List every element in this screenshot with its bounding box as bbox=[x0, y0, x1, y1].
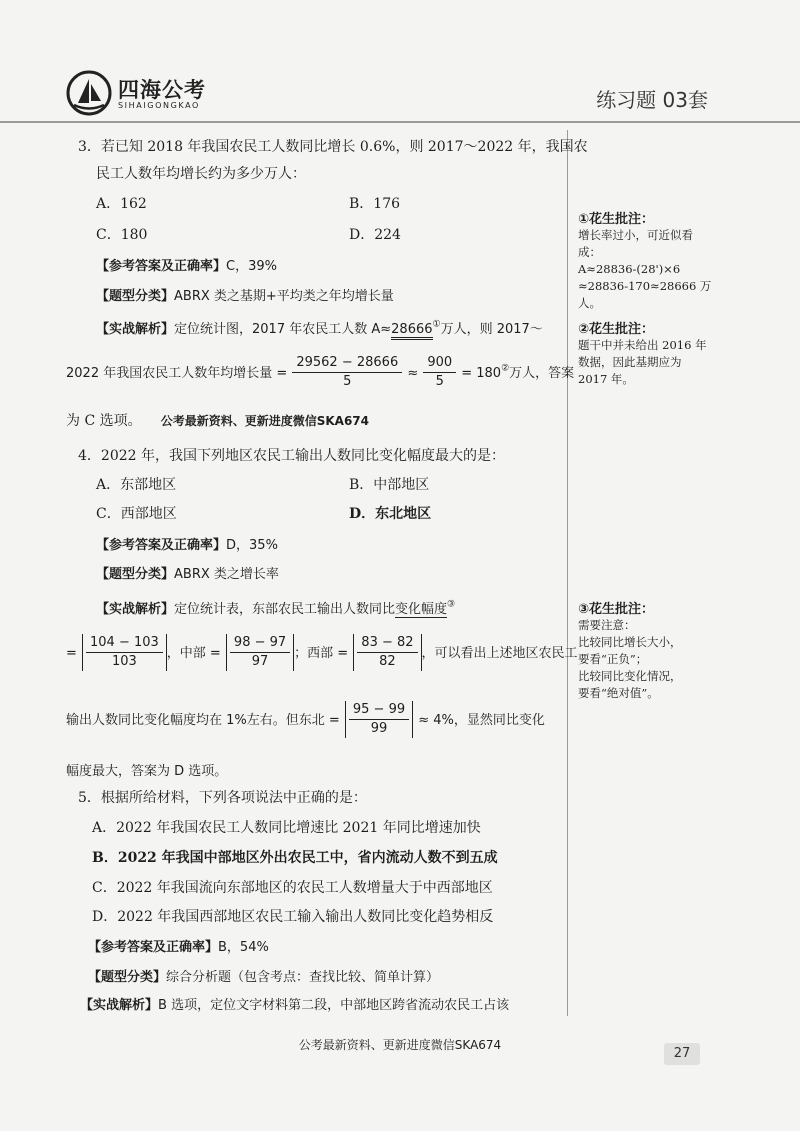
underlined-value: 28666 bbox=[391, 322, 432, 340]
page-number: 27 bbox=[664, 1043, 700, 1065]
q5-answer: 【参考答案及正确率】B，54% bbox=[88, 940, 269, 955]
q4-stem: 4．2022 年，我国下列地区农民工输出人数同比变化幅度最大的是： bbox=[78, 448, 505, 464]
q4-option-a: A．东部地区 bbox=[96, 477, 177, 493]
analysis-tag: 【实战解析】 bbox=[96, 322, 175, 337]
type-tag: 【题型分类】 bbox=[96, 289, 175, 304]
q5-option-b: B．2022 年我国中部地区外出农民工中，省内流动人数不到五成 bbox=[92, 850, 498, 866]
q5-option-c: C．2022 年我国流向东部地区的农民工人数增量大于中西部地区 bbox=[92, 880, 493, 896]
q3-option-c: C．180 bbox=[96, 227, 148, 243]
q3-type bbox=[96, 285, 394, 304]
q4-option-c: C．西部地区 bbox=[96, 506, 177, 522]
side-note-1: ①花生批注： 增长率过小，可近似看 成： A≈28836-(28')×6 ≈28836-170≈28666 万 人。 bbox=[578, 208, 711, 312]
side-note-3: ③花生批注： 需要注意： 比较同比增长大小， 要看“正负”； 比较同比变化情况， 要看“绝对值”。 bbox=[578, 602, 682, 700]
watermark: 公考最新资料、更新进度微信SKA674 bbox=[160, 414, 369, 428]
side-note-title: ①花生批注： bbox=[578, 212, 655, 227]
q4-analysis-line3: 输出人数同比变化幅度均在 1%左右。但东北 = $\frac{95 - 99}{99}$ ≈ 4%，显然同比变化 bbox=[66, 702, 545, 736]
q3-stem-line1: 3．若已知 2018 年我国农民工人数同比增长 0.6%，则 2017～2022 年，我国农 bbox=[78, 139, 588, 155]
q3-analysis-line2: 2022 年我国农民工人数年均增长量 = $\frac{29562 - 28666}{5}$ ≈ $\frac{900}{5}$ = 180②万人，答案 bbox=[66, 355, 575, 389]
footer-text: 公考最新资料、更新进度微信SKA674 bbox=[298, 1038, 502, 1052]
q4-type: 【题型分类】ABRX 类之增长率 bbox=[96, 567, 279, 582]
q3-stem-line2: 民工人数年均增长约为多少万人： bbox=[96, 166, 306, 182]
fraction: $\frac{900}{5}$ bbox=[423, 354, 456, 391]
absolute-value: $\frac{95 - 99}{99}$ bbox=[345, 701, 413, 738]
q4-analysis-line1: 【实战解析】定位统计表，东部农民工输出人数同比变化幅度③ bbox=[96, 599, 456, 617]
q3-answer bbox=[96, 255, 277, 274]
q5-analysis: 【实战解析】B 选项，定位文字材料第二段，中部地区跨省流动农民工占该 bbox=[80, 998, 510, 1013]
margin-divider bbox=[567, 130, 568, 1016]
q4-answer: 【参考答案及正确率】D，35% bbox=[96, 538, 278, 553]
set-label: 练习题 03套 bbox=[596, 88, 708, 112]
absolute-value: $\frac{83 - 82}{82}$ bbox=[353, 634, 421, 671]
q3-option-b: B．176 bbox=[349, 196, 401, 212]
q4-option-d: D．东北地区 bbox=[349, 506, 432, 522]
brand-name: 四海公考 bbox=[118, 78, 206, 102]
q4-analysis-line4: 幅度最大，答案为 D 选项。 bbox=[66, 764, 228, 779]
brand-subtitle: SIHAIGONGKAO bbox=[118, 101, 200, 110]
absolute-value: $\frac{98 - 97}{97}$ bbox=[226, 634, 294, 671]
fraction: $\frac{29562 - 28666}{5}$ bbox=[292, 354, 402, 391]
brand-logo bbox=[66, 70, 216, 120]
q5-option-d: D．2022 年我国西部地区农民工输入输出人数同比变化趋势相反 bbox=[92, 909, 494, 925]
side-note-2: ②花生批注： 题干中并未给出 2016 年 数据，因此基期应为 2017 年。 bbox=[578, 322, 707, 386]
q5-option-a: A．2022 年我国农民工人数同比增速比 2021 年同比增速加快 bbox=[92, 820, 481, 836]
q3-option-a: A．162 bbox=[96, 196, 147, 212]
q5-stem: 5．根据所给材料，下列各项说法中正确的是： bbox=[78, 790, 367, 806]
q3-analysis-line1: 【实战解析】定位统计图，2017 年农民工人数 A≈28666①万人，则 2017～ bbox=[96, 318, 543, 337]
header-divider bbox=[0, 121, 800, 123]
q4-analysis-line2: = $\frac{104 - 103}{103}$ ，中部 = $\frac{98 - 97}{97}$ ；西部 = $\frac{83 - 82}{82}$ ，可以看出上述地区农民工 bbox=[66, 635, 578, 669]
q5-type: 【题型分类】综合分析题（包含考点：查找比较、简单计算） bbox=[88, 970, 440, 985]
q3-option-d: D．224 bbox=[349, 227, 401, 243]
q4-option-b: B．中部地区 bbox=[349, 477, 430, 493]
absolute-value: $\frac{104 - 103}{103}$ bbox=[82, 634, 167, 671]
sailboat-logo-icon bbox=[66, 70, 112, 116]
answer-value: C，39% bbox=[226, 259, 277, 274]
q3-analysis-line3: 为 C 选项。 公考最新资料、更新进度微信SKA674 bbox=[66, 413, 369, 429]
type-value: ABRX 类之基期+平均类之年均增长量 bbox=[174, 289, 394, 304]
answer-tag: 【参考答案及正确率】 bbox=[96, 259, 227, 274]
